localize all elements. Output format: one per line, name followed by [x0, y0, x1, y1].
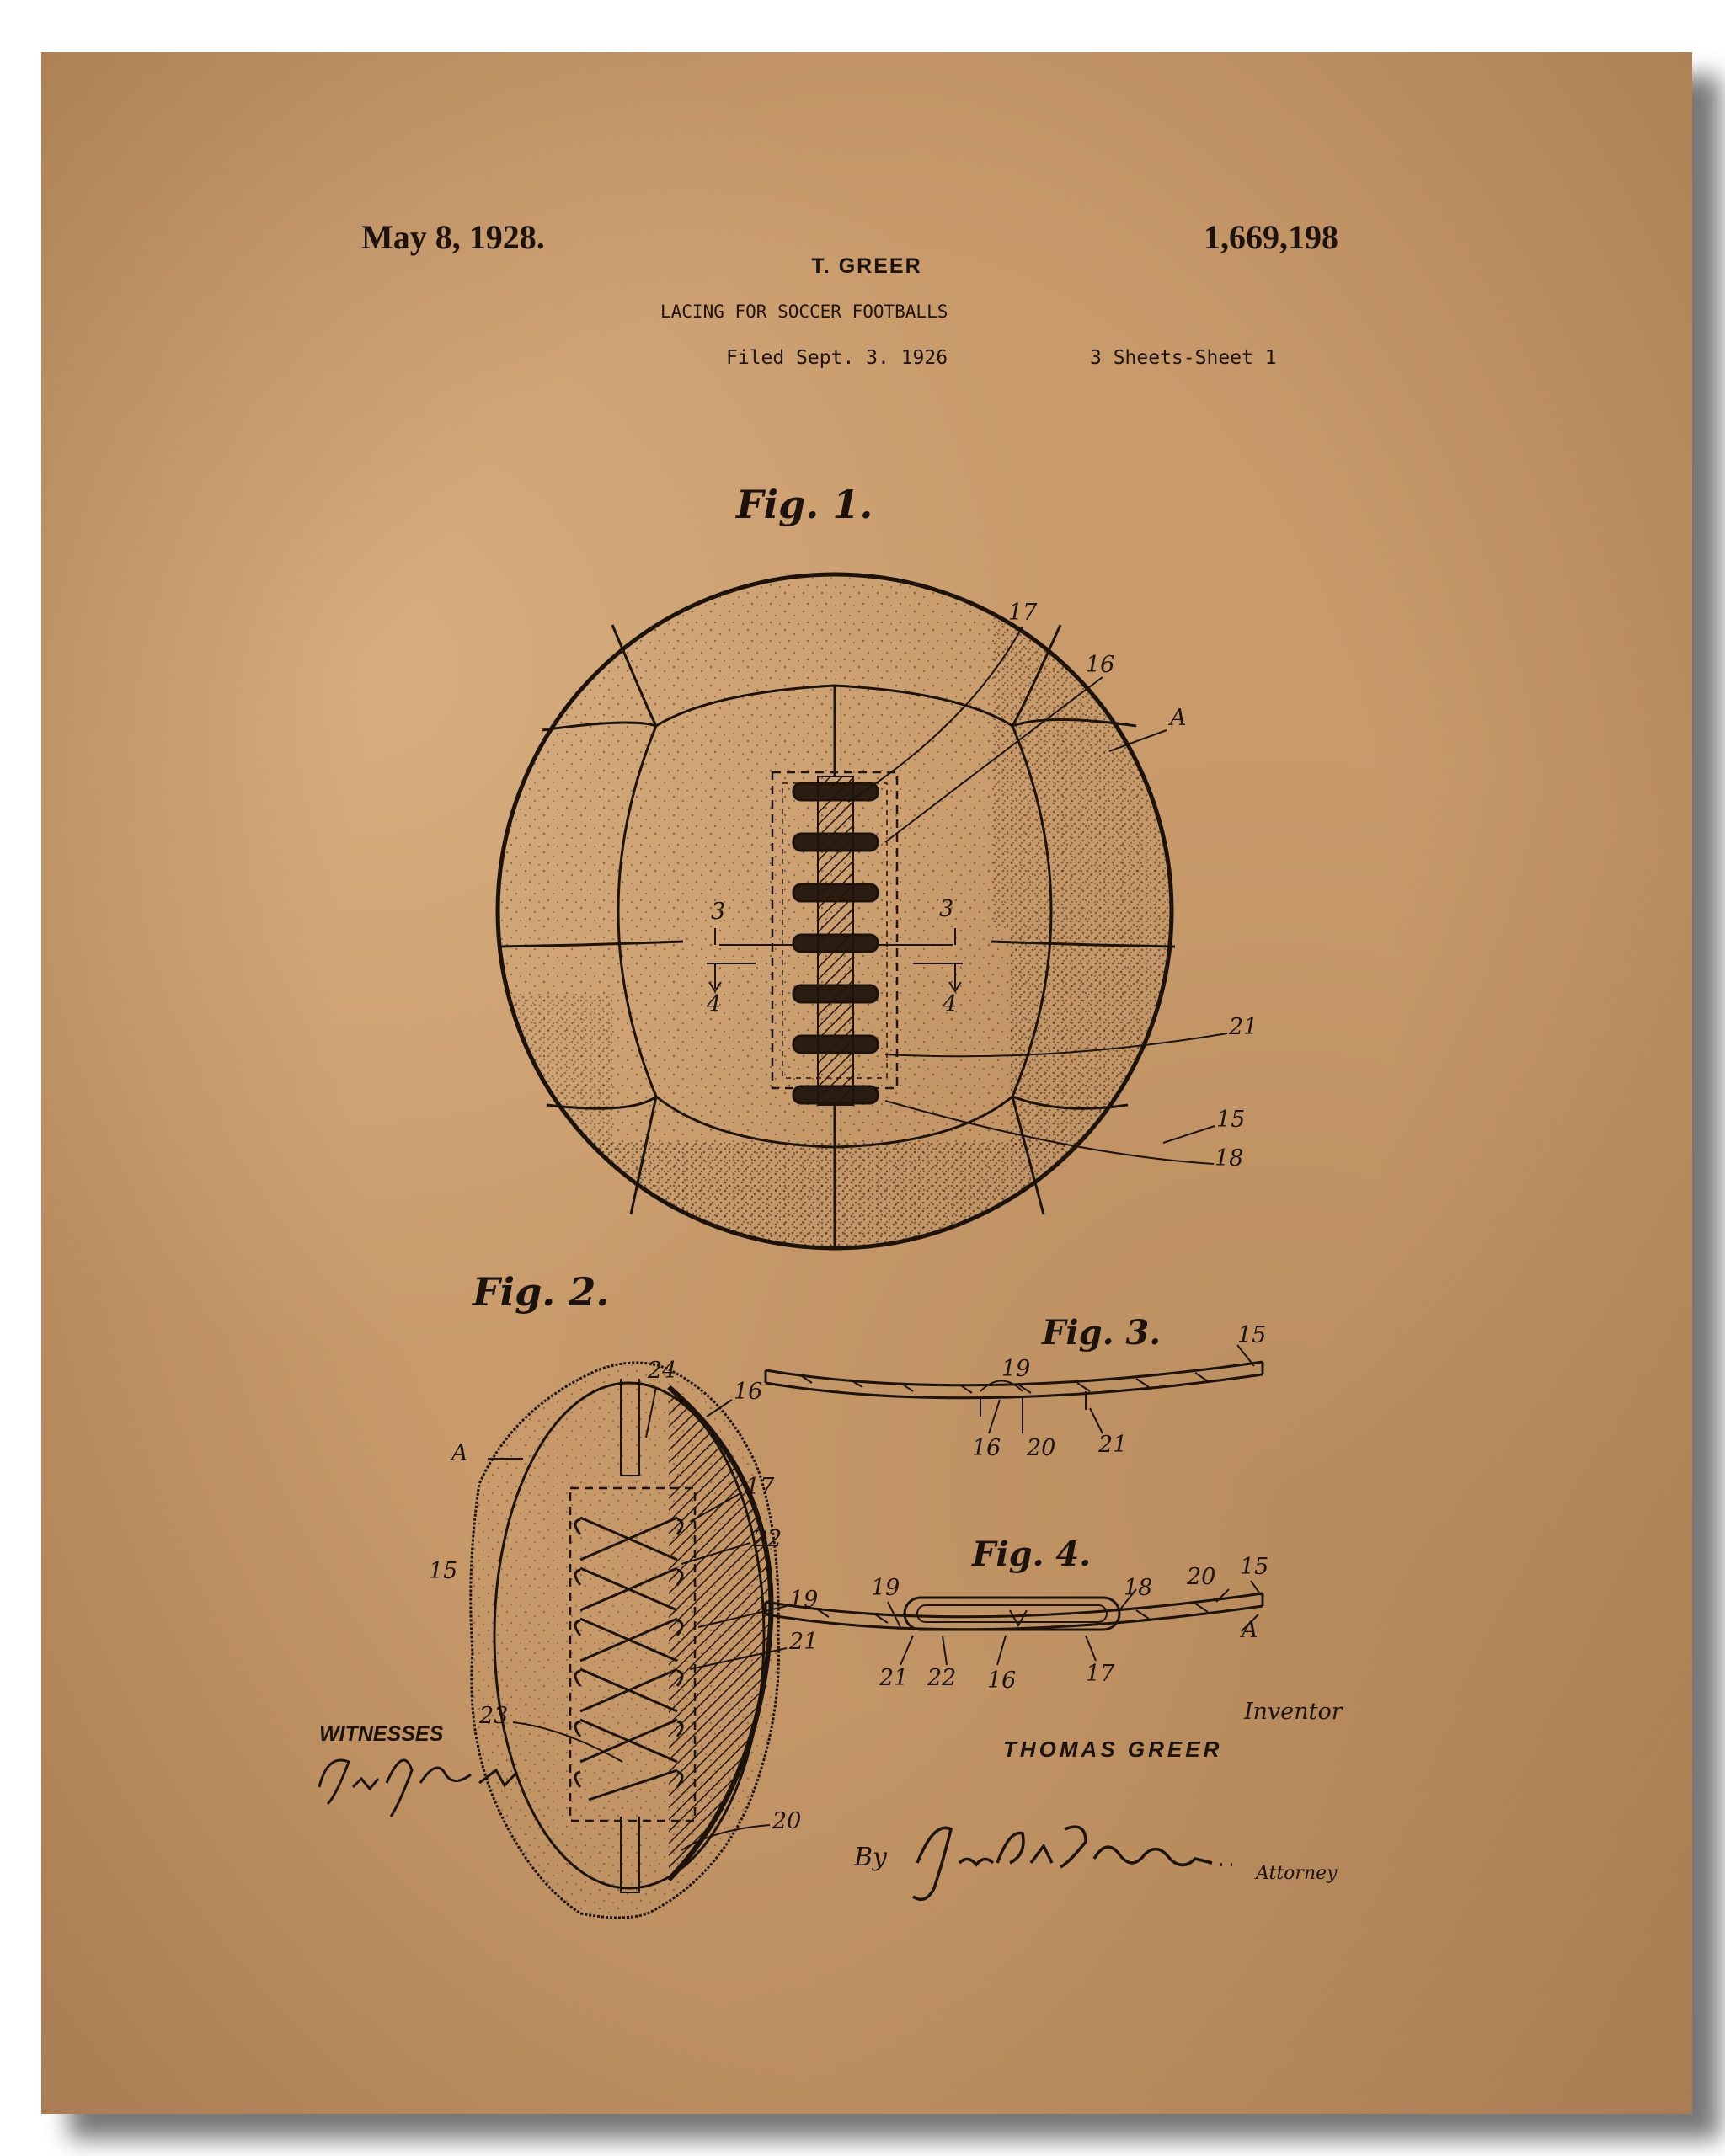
fig4-callout-17: 17 — [1086, 1661, 1115, 1687]
fig3-callout-19: 19 — [1001, 1356, 1031, 1382]
fig4-callout-18: 18 — [1124, 1575, 1153, 1601]
filed-date: Filed Sept. 3. 1926 — [726, 347, 948, 369]
patent-sheet — [41, 52, 1692, 2114]
inventor-heading: T. GREER — [811, 254, 922, 278]
fig2-callout-23: 23 — [479, 1703, 509, 1729]
fig1-callout-4-left: 4 — [707, 991, 722, 1017]
fig1-callout-21: 21 — [1229, 1014, 1258, 1040]
fig1-callout-16: 16 — [1086, 652, 1115, 678]
fig3-callout-20: 20 — [1027, 1435, 1056, 1461]
attorney-signature — [913, 1827, 1232, 1899]
fig2-callout-17: 17 — [745, 1474, 775, 1500]
patent-number: 1,669,198 — [1204, 218, 1338, 256]
fig4-callout-A: A — [1242, 1617, 1258, 1643]
fig1-callout-18: 18 — [1215, 1145, 1244, 1171]
fig2-callout-20: 20 — [772, 1808, 802, 1834]
fig4-section — [766, 1593, 1263, 1630]
sheet-count: 3 Sheets-Sheet 1 — [1090, 347, 1277, 369]
fig3-callout-16: 16 — [972, 1435, 1001, 1461]
fig2-callout-24: 24 — [648, 1358, 677, 1384]
fig1-callout-15: 15 — [1216, 1107, 1246, 1133]
fig1-callout-A: A — [1170, 705, 1187, 731]
fig1-callout-17: 17 — [1008, 600, 1038, 626]
fig3-label: Fig. 3. — [1042, 1313, 1162, 1353]
fig4-label: Fig. 4. — [972, 1534, 1092, 1574]
inventor-label: Inventor — [1244, 1699, 1343, 1725]
patent-date: May 8, 1928. — [361, 218, 545, 256]
fig4-callout-22: 22 — [927, 1665, 957, 1691]
inventor-name: THOMAS GREER — [1003, 1737, 1223, 1762]
fig2-callout-A: A — [451, 1440, 468, 1466]
fig1-callout-4-right: 4 — [943, 991, 958, 1017]
fig4-callout-20: 20 — [1187, 1564, 1216, 1590]
fig2-callout-19: 19 — [789, 1587, 819, 1613]
fig1-callout-3-right: 3 — [939, 896, 954, 922]
fig4-callout-15: 15 — [1240, 1554, 1269, 1580]
attorney-label: Attorney — [1256, 1863, 1338, 1884]
fig4-callout-16: 16 — [987, 1668, 1017, 1694]
fig3-callout-21: 21 — [1098, 1432, 1128, 1458]
patent-title: LACING FOR SOCCER FOOTBALLS — [660, 302, 948, 322]
fig2-callout-21: 21 — [789, 1629, 819, 1655]
fig1-callout-3-left: 3 — [711, 899, 726, 925]
by-label: By — [854, 1843, 887, 1872]
fig2-callout-15: 15 — [429, 1558, 458, 1584]
fig2-callout-16: 16 — [734, 1379, 763, 1405]
fig1-label: Fig. 1. — [736, 482, 873, 527]
witnesses-label: WITNESSES — [319, 1722, 444, 1746]
fig4-callout-21: 21 — [879, 1665, 909, 1691]
fig3-callout-15: 15 — [1237, 1322, 1267, 1348]
fig2-label: Fig. 2. — [473, 1269, 610, 1315]
fig2-callout-22: 22 — [753, 1526, 782, 1552]
fig4-callout-19: 19 — [871, 1575, 900, 1601]
